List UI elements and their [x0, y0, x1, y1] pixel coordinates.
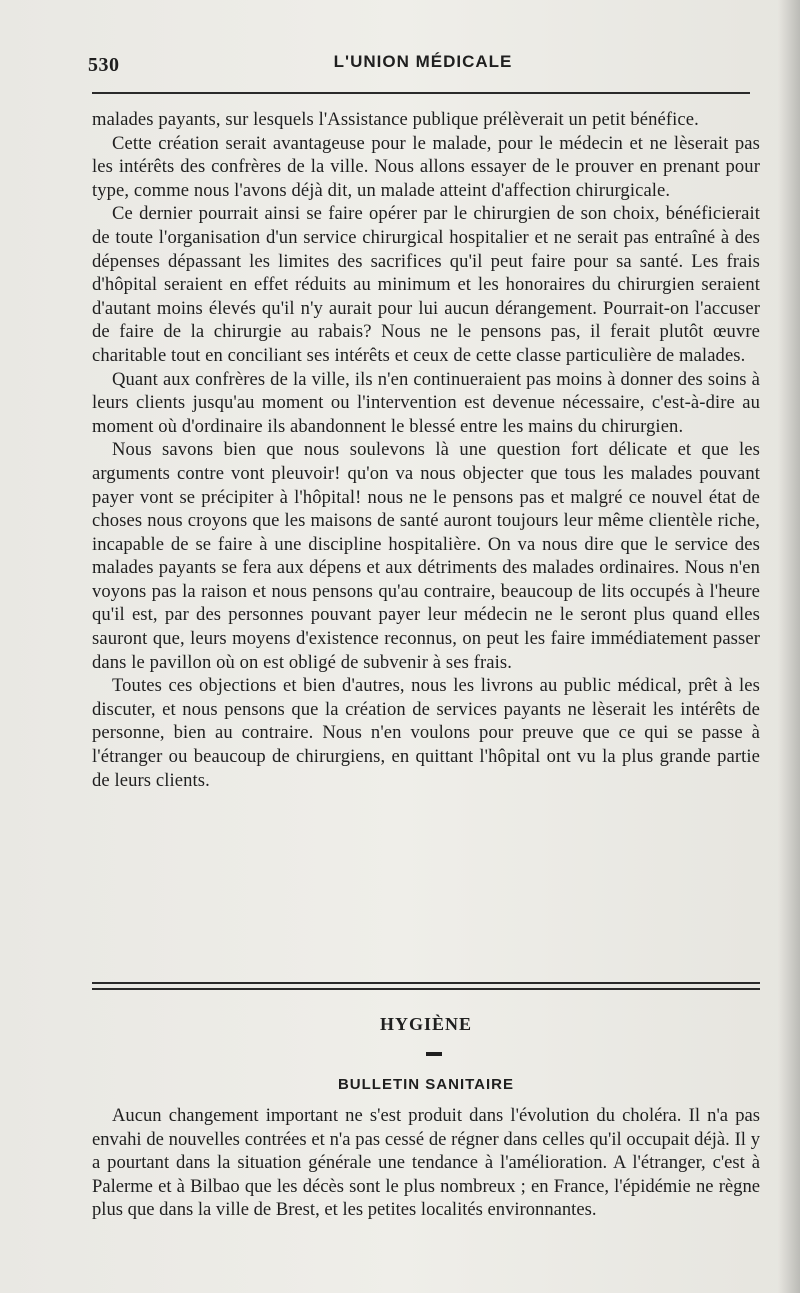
journal-title: L'UNION MÉDICALE [333, 52, 513, 71]
title-dash [426, 1052, 442, 1056]
page-number: 530 [88, 54, 120, 76]
section-divider [92, 982, 760, 990]
section-title: HYGIÈNE [379, 1014, 473, 1034]
article-paragraph: Cette création serait avantageuse pour le malade, pour le médecin et ne lèserait pas les intérêts des confrères de la ville. Nous allons essayer de le prouver en prenant pour type, comme nous l'avons déjà dit, un malade atteint d'affection chirurgicale. [92, 132, 760, 201]
section-subtitle: BULLETIN SANITAIRE [337, 1076, 515, 1093]
section-paragraph: Aucun changement important ne s'est produit dans l'évolution du choléra. Il n'a pas envahi de nouvelles contrées et n'a pas cessé de régner dans celles qu'il occupait déjà. Il y a pourtant dans la situation générale une tendance à l'amélioration. A l'étranger, c'est à Palerme et à Bilbao que les décès sont le plus nombreux ; en France, l'épidémie ne règne plus que dans la ville de Brest, et les petites localités environnantes. [92, 1105, 760, 1221]
section-body [92, 1104, 760, 1222]
article-paragraph: Nous savons bien que nous soulevons là une question fort délicate et que les arguments contre vont pleuvoir! qu'on va nous objecter que tous les malades pouvant payer vont se précipiter à l'hôpital! nous ne le pensons pas et malgré ce nouvel état de choses nous croyons que les maisons de santé auront toujours leur même clientèle riche, incapable de se faire à une discipline hospitalière. On va nous dire que le service des malades payants se fera aux dépens et aux détriments des malades ordinaires. Nous n'en voyons pas la raison et nous pensons qu'au contraire, beaucoup de lits occupés à l'heure qu'il est, par des personnes pouvant payer leur médecin ne le seront plus quand elles sauront que, leurs moyens d'existence reconnus, on peut les faire immédiatement passer dans le pavillon où on est obligé de subvenir à ses frais. [92, 439, 760, 673]
article-paragraph: Ce dernier pourrait ainsi se faire opérer par le chirurgien de son choix, bénéficierait de toute l'organisation d'un service chirurgical hospitalier et ne serait pas entraîné à des dépenses dépassant les limites des sacrifices qu'il peut faire pour sa santé. Les frais d'hôpital seraient en effet réduits au minimum et les honoraires du chirurgien seraient d'autant moins élevés qu'il n'y aurait pour lui aucun dérangement. Pourrait-on l'accuser de faire de la chirurgie au rabais? Nous ne le pensons pas, il ferait plutôt œuvre charitable tout en conciliant ses intérêts et ceux de cette classe particulière de malades. [92, 203, 760, 366]
running-head [88, 48, 758, 76]
article-paragraph: Toutes ces objections et bien d'autres, nous les livrons au public médical, prêt à les discuter, et nous pensons que la création de services payants ne lèserait les intérêts de personne, bien au contraire. Nous n'en voulons pour preuve que ce qui se passe à l'étranger ou beaucoup de chirurgiens, en quittant l'hôpital ont vu la plus grande partie de leurs clients. [92, 675, 760, 791]
header-rule [92, 92, 750, 94]
article-body [92, 108, 760, 792]
article-paragraph: malades payants, sur lesquels l'Assistance publique prélèverait un petit bénéfice. [92, 109, 699, 130]
article-paragraph: Quant aux confrères de la ville, ils n'en continueraient pas moins à donner des soins à leurs clients jusqu'au moment ou l'intervention est devenue nécessaire, c'est-à-dire au moment où d'ordinaire ils abandonnent le blessé entre les mains du chirurgien. [92, 368, 760, 437]
